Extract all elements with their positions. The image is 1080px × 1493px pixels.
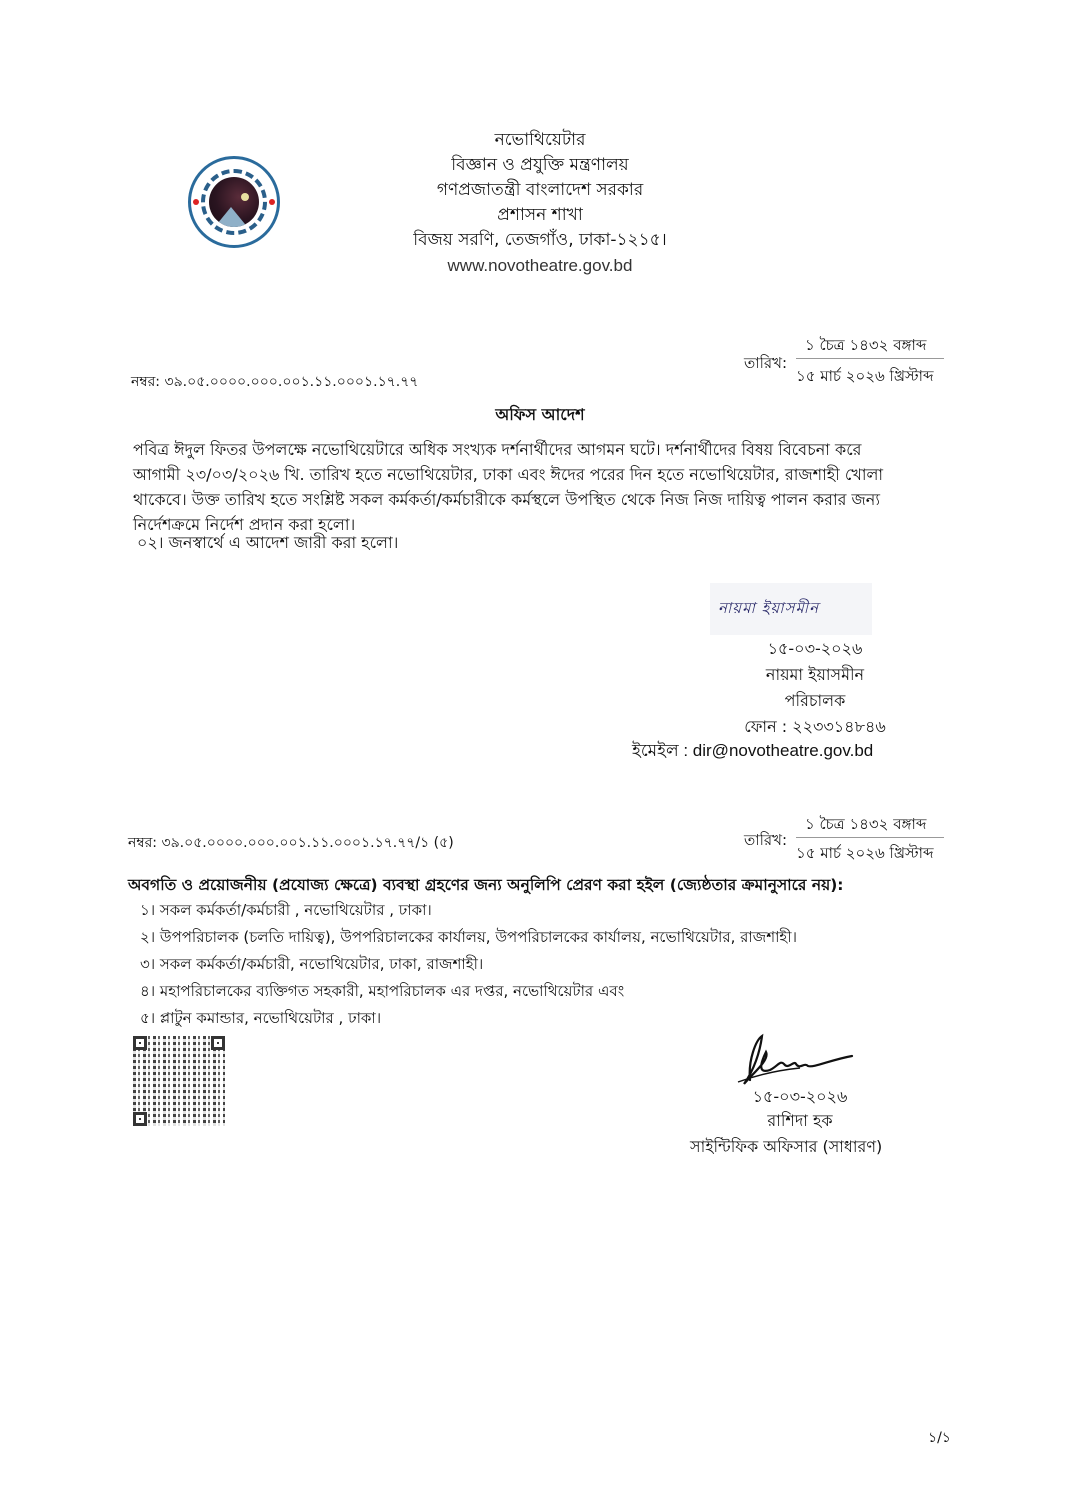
date-gregorian: ১৫ মার্চ ২০২৬ খ্রিস্টাব্দ: [796, 367, 934, 385]
emblem-dot-left: [193, 199, 199, 205]
signature-stroke: [744, 1036, 852, 1084]
copy-memo-number: নম্বর: ৩৯.০৫.০০০০.০০০.০০১.১১.০০০১.১৭.৭৭/১ (৫): [128, 835, 454, 851]
signature-image-2: [730, 1030, 860, 1090]
emblem-dot-right: [269, 199, 275, 205]
memo-number: নম্বর: ৩৯.০৫.০০০০.০০০.০০১.১১.০০০১.১৭.৭৭: [131, 374, 419, 390]
order-line: পবিত্র ঈদুল ফিতর উপলক্ষে নভোথিয়েটারে অধিক সংখ্যক দর্শনার্থীদের আগমন ঘটে। দর্শনার্থীদের বিষয় বিবেচনা করে: [133, 440, 862, 459]
emblem-mountain: [213, 207, 249, 227]
page-number: ১/১: [928, 1430, 951, 1446]
signatory-block: [690, 636, 940, 740]
order-line: আগামী ২৩/০৩/২০২৬ খি. তারিখ হতে নভোথিয়েটার, ঢাকা এবং ঈদের পরের দিন হতে নভোথিয়েটার, রাজশাহী খোলা: [133, 465, 884, 484]
recipient-item: ৫। প্লাটুন কমান্ডার, নভোথিয়েটার , ঢাকা।: [140, 1009, 382, 1027]
recipient-item: ৩। সকল কর্মকর্তা/কর্মচারী, নভোথিয়েটার, ঢাকা, রাজশাহী।: [140, 955, 484, 973]
signed-date: ১৫-০৩-২০২৬: [767, 639, 863, 658]
ministry-name: বিজ্ঞান ও প্রযুক্তি মন্ত্রণালয়: [451, 155, 629, 175]
branch-name: প্রশাসন শাখা: [497, 205, 583, 225]
government-name: গণপ্রজাতন্ত্রী বাংলাদেশ সরকার: [436, 180, 644, 200]
copy-date-gregorian: ১৫ মার্চ ২০২৬ খ্রিস্টাব্দ: [796, 844, 934, 862]
copy-date-divider: [796, 837, 944, 838]
signature-image: [710, 583, 872, 635]
order-line: থাকেবে। উক্ত তারিখ হতে সংশ্লিষ্ট সকল কর্মকর্তা/কর্মচারীকে কর্মস্থলে উপস্থিত থেকে নিজ নিজ দায়িত্ব পালন করার জন্য: [133, 490, 880, 509]
signatory-name: নায়মা ইয়াসমীন: [765, 665, 865, 684]
emblem-planet: [241, 193, 249, 201]
recipient-item: ৪। মহাপরিচালকের ব্যক্তিগত সহকারী, মহাপরিচালক এর দপ্তর, নভোথিয়েটার এবং: [140, 982, 625, 1000]
copy-heading: অবগতি ও প্রয়োজনীয় (প্রযোজ্য ক্ষেত্রে) ব্যবস্থা গ্রহণের জন্য অনুলিপি প্রেরণ করা হইল (জ্যেষ্ঠতার ক্রমানুসারে নয়):: [128, 876, 844, 894]
qr-finder: [133, 1036, 147, 1050]
novotheatre-emblem-icon: [188, 156, 280, 248]
signatory-designation: পরিচালক: [784, 691, 846, 710]
order-body: [133, 437, 945, 537]
org-name: নভোথিয়েটার: [494, 130, 586, 150]
order-title: অফিস আদেশ: [495, 405, 585, 424]
signed-date-2: ১৫-০৩-২০২৬: [752, 1087, 848, 1106]
copy-date-bangla: ১ চৈত্র ১৪৩২ বঙ্গাব্দ: [805, 815, 927, 833]
date-bangla: ১ চৈত্র ১৪৩২ বঙ্গাব্দ: [805, 336, 927, 354]
signatory-phone: ফোন : ২২৩৩১৪৮৪৬: [744, 717, 886, 736]
emblem-space-scene: [209, 177, 259, 227]
recipient-item: ২। উপপরিচালক (চলতি দায়িত্ব), উপপরিচালকের কার্যালয়, উপপরিচালকের কার্যালয়, নভোথিয়েটার, রাজশাহী।: [140, 928, 797, 946]
qr-finder: [133, 1112, 147, 1126]
address: বিজয় সরণি, তেজগাঁও, ঢাকা-১২১৫।: [413, 230, 667, 250]
recipient-item: ১। সকল কর্মকর্তা/কর্মচারী , নভোথিয়েটার , ঢাকা।: [140, 901, 432, 919]
date-divider: [796, 358, 944, 359]
signatory-email[interactable]: ইমেইল : dir@novotheatre.gov.bd: [632, 741, 874, 760]
date-label: তারিখ:: [744, 354, 788, 372]
copy-date-label: তারিখ:: [744, 831, 788, 849]
signatory-2-designation: সাইন্টিফিক অফিসার (সাধারণ): [690, 1137, 883, 1156]
order-paragraph-2: ০২। জনস্বার্থে এ আদেশ জারী করা হলো।: [137, 533, 399, 552]
recipient-list: [140, 897, 797, 1032]
signatory-2-name: রাশিদা হক: [767, 1111, 833, 1130]
qr-finder: [211, 1036, 225, 1050]
signatory-2-block: [700, 1085, 900, 1133]
signature-scrawl: নায়মা ইয়াসমীন: [718, 599, 820, 617]
letterhead: [330, 128, 750, 278]
qr-code-icon: [133, 1036, 225, 1126]
website-link[interactable]: www.novotheatre.gov.bd: [447, 256, 633, 275]
order-line: নির্দেশক্রমে নির্দেশ প্রদান করা হলো।: [133, 515, 356, 534]
